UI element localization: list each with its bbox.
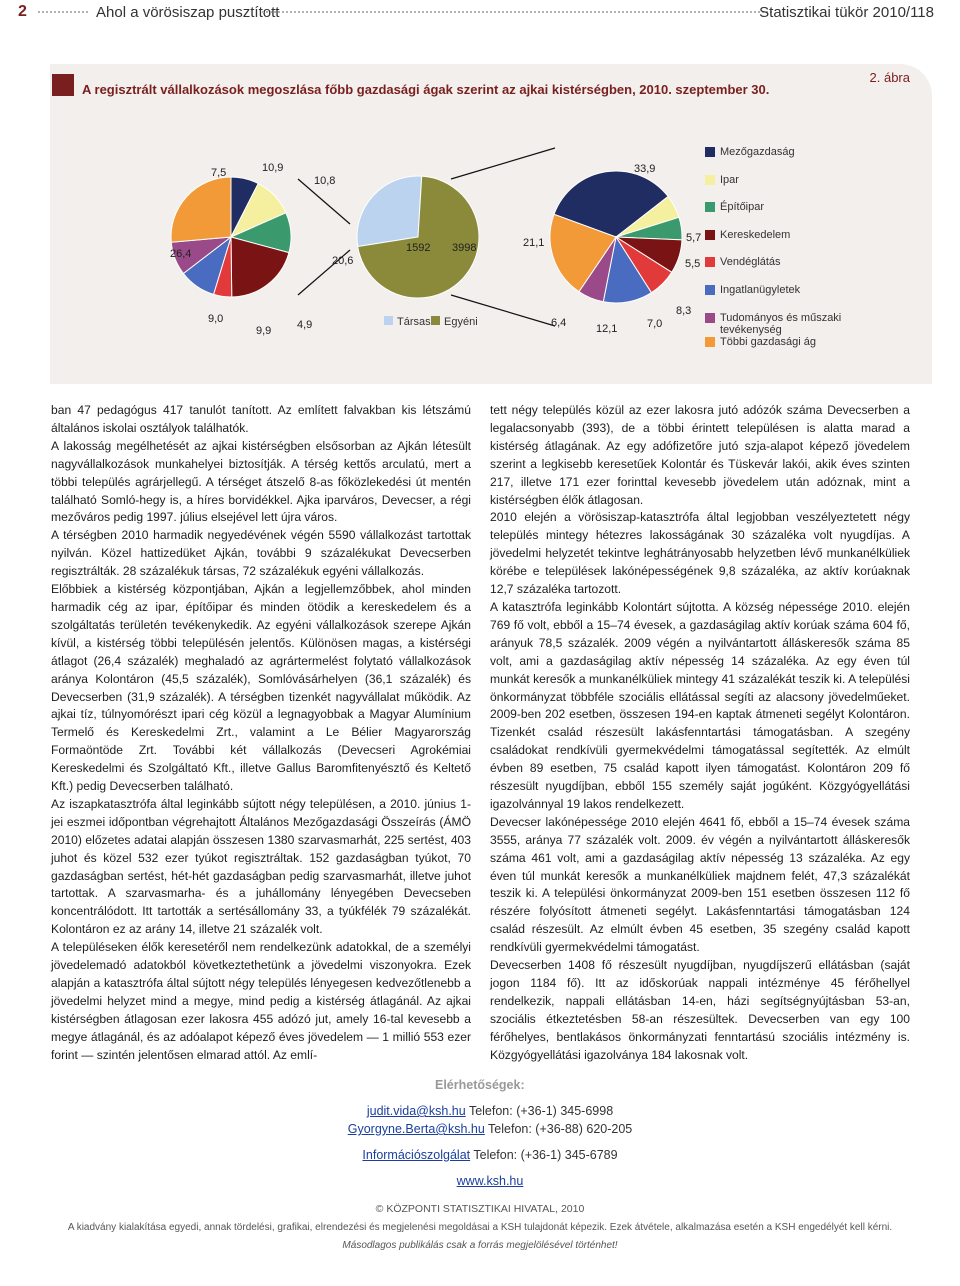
disclaimer: A kiadvány kialakítása egyedi, annak tördelési, grafikai, elrendezési és megjelenési megoldásai a KSH tulajdonát képezik. Ezek átvétele, alkalmazása esetén a KSH engedélyét kell kérni. bbox=[67, 1222, 893, 1233]
information-service-link[interactable]: Információszolgálat bbox=[362, 1148, 471, 1162]
page-number: 2 bbox=[18, 3, 27, 20]
data-label: 3998 bbox=[452, 242, 477, 254]
copyright: © KÖZPONTI STATISZTIKAI HIVATAL, 2010 bbox=[375, 1203, 585, 1215]
contact-row-1 bbox=[330, 1102, 650, 1120]
legend-label: Ingatlanügyletek bbox=[720, 284, 801, 296]
data-label: 8,3 bbox=[676, 305, 692, 317]
phone-2: Telefon: (+36-88) 620-205 bbox=[484, 1122, 633, 1136]
legend-swatch bbox=[705, 337, 715, 347]
data-label: 5,5 bbox=[685, 258, 701, 270]
data-label: 26,4 bbox=[170, 248, 192, 260]
pie-legal-form bbox=[357, 176, 479, 298]
data-label: 10,9 bbox=[262, 162, 284, 174]
data-label: 9,9 bbox=[256, 325, 272, 337]
legend-label: Vendéglátás bbox=[720, 256, 781, 268]
contacts-block bbox=[330, 1078, 650, 1190]
paragraph: A településeken élők keresetéről nem rendelkezünk adatokkal, de a személyi jövedelemadó adatokból következtethetünk a jövedelmi viszonyokra. Ezek alapján a katasztrófa által sújtott négy település lényegesen kedvezőtlenebb a jövedelmi helyzet mind a megye, mind pedig a kistérség átlagánál. Az ajkai kistérségben átlagosan ezer lakosra 455 adózó jut, amely 16-tal kevesebb a megye átlagánál, és az adóalapot képező éves jövedelem — 1 millió 553 ezer forint — szintén jelentősen elmarad attól. Az emlí- bbox=[51, 940, 471, 1062]
data-label: 9,0 bbox=[208, 313, 224, 325]
data-label: 1592 bbox=[406, 242, 431, 254]
legend-label: Társas bbox=[397, 316, 431, 328]
data-label: 5,7 bbox=[686, 232, 702, 244]
data-label: 4,9 bbox=[297, 319, 313, 331]
website-link[interactable]: www.ksh.hu bbox=[456, 1174, 524, 1188]
email-link-berta[interactable]: Gyorgyne.Berta@ksh.hu bbox=[347, 1122, 485, 1136]
data-label: 6,4 bbox=[551, 317, 567, 329]
legend-swatch bbox=[705, 147, 715, 157]
email-link-vida[interactable]: judit.vida@ksh.hu bbox=[366, 1104, 466, 1118]
pie-other-settlements bbox=[550, 171, 682, 303]
paragraph: A katasztrófa leginkább Kolontárt sújtotta. A község népessége 2010. elején 769 fő volt, ebből a 15–74 évesek, a gazdaságilag aktív korúak száma 604 fő, arányuk 78,5 százalék. 2009 végén a nyilvántartott álláskeresők száma 85 volt, ami a gazdaságilag aktív népesség 14 százaléka. Az egy éven túl munkát keresők a munkanélküliek mintegy 41 százalékát teszik ki. A települési önkormányzat többféle szociális ellátással segíti az alacsony jövedelműeket. 2009-ben 202 esetben, összesen 194-en kaptak átmeneti segélyt Kolontáron. Tizenkét család részesült lakásfenntartási támogatásban. A szegény családokat rendkívüli gyermekvédelmi támogatással segítették. Az elmúlt évben 89 esetben, 75 család kapott ilyen támogatást. Kolontáron 209 fő részesült nyugdíjban, ebből 155 személy saját jogúként. Közgyógyellátási igazolvánnyal 19 lakos rendelkezett. bbox=[490, 599, 910, 811]
legal-form-legend bbox=[384, 316, 478, 328]
legend-label: Egyéni bbox=[444, 316, 478, 328]
body-column-right bbox=[490, 402, 910, 1065]
contact-row-3 bbox=[330, 1146, 650, 1164]
page-header bbox=[0, 0, 960, 24]
data-label: 10,8 bbox=[314, 175, 336, 187]
paragraph: tett négy település közül az ezer lakosra jutó adózók száma Devecserben a legalacsonyabb (393), de a többi érintett településen is alatta marad a kistérség átlagának. Az egy adófizetőre jutó szja-alapot képező jövedelem szerint a legkisebb keresetűek Kolontár és Tüskevár lakói, akik éves szinten 217, illetve 171 ezer forinttal kevesebb jövedelem után adóznak, mint a kistérségben élők átlagosan. bbox=[490, 403, 910, 507]
contact-row-2 bbox=[330, 1120, 650, 1138]
legend-swatch bbox=[705, 230, 715, 240]
paragraph: A térségben 2010 harmadik negyedévének végén 5590 vállalkozást tartottak nyilván. Közel hattizedüket Ajkán, további 9 százalékukat Devecserben regisztrálták. 28 százalékuk társas, 72 százalékuk egyéni vállalkozás. bbox=[51, 528, 471, 579]
legend-swatch bbox=[705, 313, 715, 323]
data-label: 33,9 bbox=[634, 163, 656, 175]
legend-label: Mezőgazdaság bbox=[720, 146, 795, 158]
figure-title: A regisztrált vállalkozások megoszlása főbb gazdasági ágak szerint az ajkai kistérségben, 2010. szeptember 30. bbox=[82, 82, 770, 97]
data-label: 21,1 bbox=[523, 237, 545, 249]
legend-label: Tudományos és műszaki tevékenység bbox=[720, 312, 842, 336]
data-label: 12,1 bbox=[596, 323, 618, 335]
legend-swatch bbox=[705, 175, 715, 185]
connector-line bbox=[451, 148, 555, 179]
legend-swatch bbox=[431, 316, 440, 325]
phone-1: Telefon: (+36-1) 345-6998 bbox=[465, 1104, 614, 1118]
data-label: 7,0 bbox=[647, 318, 663, 330]
legend-swatch bbox=[705, 202, 715, 212]
paragraph: Devecser lakónépessége 2010 elején 4641 fő, ebből a 15–74 évesek száma 3555, aránya 77 százalék volt. 2009. év végén a nyilvántartott álláskeresők száma 461 volt, ami a gazdaságilag aktív népesség 13 százaléka. Az egy éven túl munkát keresők a munkanélküliek majdnem felét, 47,3 százalékát teszik ki. A települési önkormányzat 2009-ben 151 esetben összesen 112 fő részére folyósított átmeneti segélyt. Lakásfenntartási támogatásban 124 család részesült. Az elmúlt évben 45 esetben, 35 szegény család kapott rendkívüli gyermekvédelmi támogatást. bbox=[490, 814, 910, 955]
figure-panel bbox=[50, 64, 932, 384]
paragraph: Előbbiek a kistérség központjában, Ajkán a legjellemzőbbek, ahol minden harmadik cég az ipar, építőipar és minden ötödik a kereskedelem és a szolgáltatás területén tevékenykedik. Az egyéni vállalkozások szerepe Ajkán kívül, a kistérség többi településén jelentős. Különösen magas, a kistérségi átlagot (26,4 százalék) meghaladó az agrártermelést folytató vállalkozások aránya Kolontáron (45,5 százalék), Somlóvásárhelyen (36,1 százalék) és Devecserben (31,9 százalék). A térségben tizenkét nagyvállalat működik. Az ajkai tíz, túlnyomórészt ipari cég közül a legnagyobbak a Magyar Alumínium Termelő és Kereskedelmi Zrt., valamint a Le Bélier Magyarország Formaöntöde Zrt. További két vállalkozás (Devecseri Agrokémiai Kereskedelmi és Szolgáltató Kft., illetve Gallus Baromfitenyésztő és Keltető Kft.) pedig Devecserben található. bbox=[51, 582, 471, 794]
pie-ajka-slice-tobbi bbox=[171, 177, 231, 242]
phone-3: Telefon: (+36-1) 345-6789 bbox=[470, 1148, 618, 1162]
series-title: Statisztikai tükör 2010/118 bbox=[759, 4, 934, 21]
paragraph: ban 47 pedagógus 417 tanulót tanított. Az említett falvakban kis létszámú általános iskolai osztályok találhatók. bbox=[51, 403, 471, 435]
legend-label: Építőipar bbox=[720, 201, 765, 213]
pie-legal-form-slice-tarsas bbox=[357, 176, 422, 247]
paragraph: Az iszapkatasztrófa által leginkább sújtott négy településen, a 2010. június 1-jei eszmei időpontban végrehajtott Általános Mezőgazdasági Összeírás (ÁMÖ 2010) előzetes adatai alapján összesen 1380 szarvasmarhát, 225 sertést, 403 juhot és közel 532 ezer tyúkot regisztráltak. 152 gazdaságban tyúkot, 70 gazdaságban sertést, hét-hét gazdaságban pedig szarvasmarhát, illetve juhot tartottak. A szarvasmarha- és a juhállomány lényegében Devecseben koncentrálódott. Itt tartották a sertésállomány 33, a tyúkfélék 79 százalékát. Kolontáron ez az arány 14, illetve 21 százalék volt. bbox=[51, 796, 471, 937]
secondary-publication-note: Másodlagos publikálás csak a forrás megjelölésével történhet! bbox=[342, 1240, 618, 1251]
legend-label: Kereskedelem bbox=[720, 229, 791, 241]
paragraph: 2010 elején a vörösiszap-katasztrófa által legjobban veszélyeztetett négy település mintegy hétezres lakosságának 30 százaléka volt nyugdíjas. A jövedelmi helyzetét tekintve leghátrányosabb helyzetben lévő munkanélküliek körébe e települések lakónépességének 9,8 százaléka, az aktív korúaknak 12,7 százaléka tartozott. bbox=[490, 510, 910, 597]
pie-ajka bbox=[171, 177, 291, 297]
header-dots-left bbox=[38, 11, 88, 13]
legend-label: Ipar bbox=[720, 174, 739, 186]
data-label: 20,6 bbox=[332, 255, 354, 267]
legend-swatch bbox=[384, 316, 393, 325]
body-column-left bbox=[51, 402, 471, 1065]
legend-label: Többi gazdasági ág bbox=[720, 336, 817, 348]
running-title: Ahol a vörösiszap pusztított bbox=[96, 4, 280, 21]
paragraph: Devecserben 1408 fő részesült nyugdíjban, nyugdíjszerű ellátásban (saját jogon 1184 fő). Itt az időskorúak nappali intézménye 45 férőhellyel rendelkezik, nappali ellátásban 14-en, házi segítségnyújtásban 53-an, szociális étkeztetésben 58-an részesültek. Devecserben van egy 100 férőhelyes, bentlakásos önkormányzati fenntartású szociális intézmény is. Közgyógyellátási igazolványa 184 lakosnak volt. bbox=[490, 958, 910, 1062]
figure-number: 2. ábra bbox=[869, 70, 910, 85]
paragraph: A lakosság megélhetését az ajkai kistérségben elsősorban az Ajkán létesült nagyvállalkozások munkahelyei biztosítják. A térség kettős arculatú, mert a többi település agrárjellegű. A térséget átszelő 8-as főközlekedési út mentén található Somló-hegy is, a híres borvidékkel. Ajka iparváros, Devecser, a régi mezőváros pedig 1997. július elsejével lett újra város. bbox=[51, 438, 471, 525]
contacts-title: Elérhetőségek: bbox=[435, 1078, 525, 1092]
contact-row-4 bbox=[330, 1172, 650, 1190]
legend-swatch bbox=[705, 257, 715, 267]
legend-swatch bbox=[705, 285, 715, 295]
header-dots-right bbox=[262, 11, 772, 13]
data-label: 7,5 bbox=[211, 167, 227, 179]
